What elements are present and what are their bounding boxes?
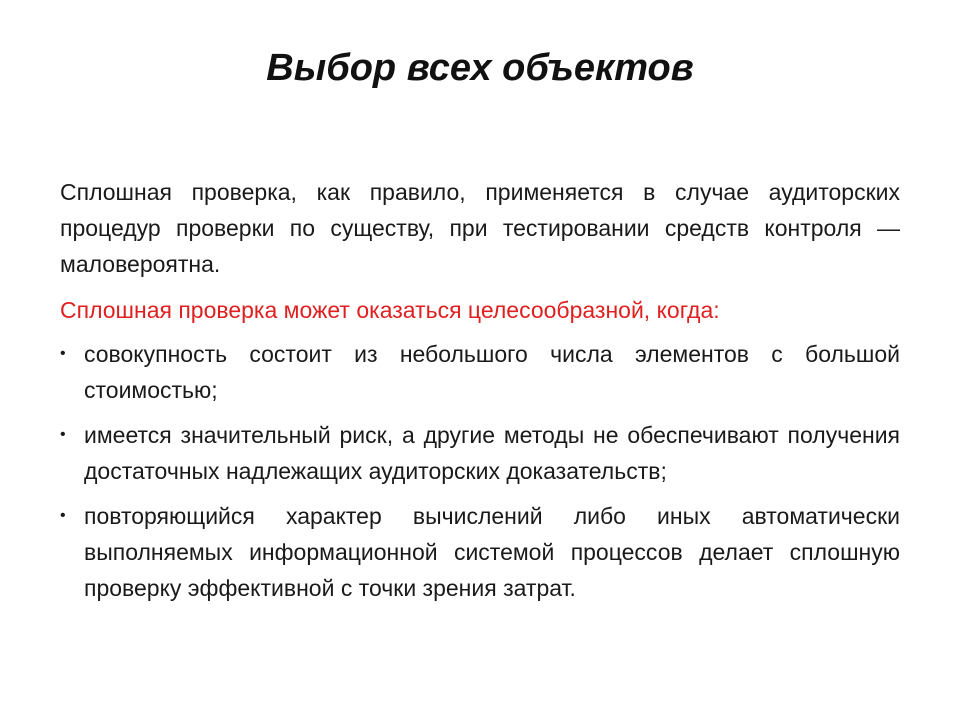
bullet-text: имеется значительный риск, а другие методы не обеспечивают получения достаточных надлежащих аудиторских доказательств; [84,422,900,484]
bullet-item [60,417,900,489]
bullet-dot-icon: • [60,426,66,443]
bullet-dot-icon: • [60,345,66,362]
bullet-text: повторяющийся характер вычислений либо иных автоматически выполняемых информационной системой процессов делает сплошную проверку эффективной с точки зрения затрат. [84,503,900,601]
bullet-dot-icon: • [60,507,66,524]
bullet-item [60,498,900,606]
bullet-list [60,336,900,606]
bullet-text: совокупность состоит из небольшого числа элементов с большой стоимостью; [84,341,900,403]
bullet-item [60,336,900,408]
highlight-paragraph: Сплошная проверка может оказаться целесообразной, когда: [60,297,720,323]
slide-title: Выбор всех объектов [266,47,694,89]
intro-paragraph: Сплошная проверка, как правило, применяется в случае аудиторских процедур проверки по существу, при тестировании средств контроля — маловероятна. [60,179,900,277]
slide-content [60,174,900,615]
